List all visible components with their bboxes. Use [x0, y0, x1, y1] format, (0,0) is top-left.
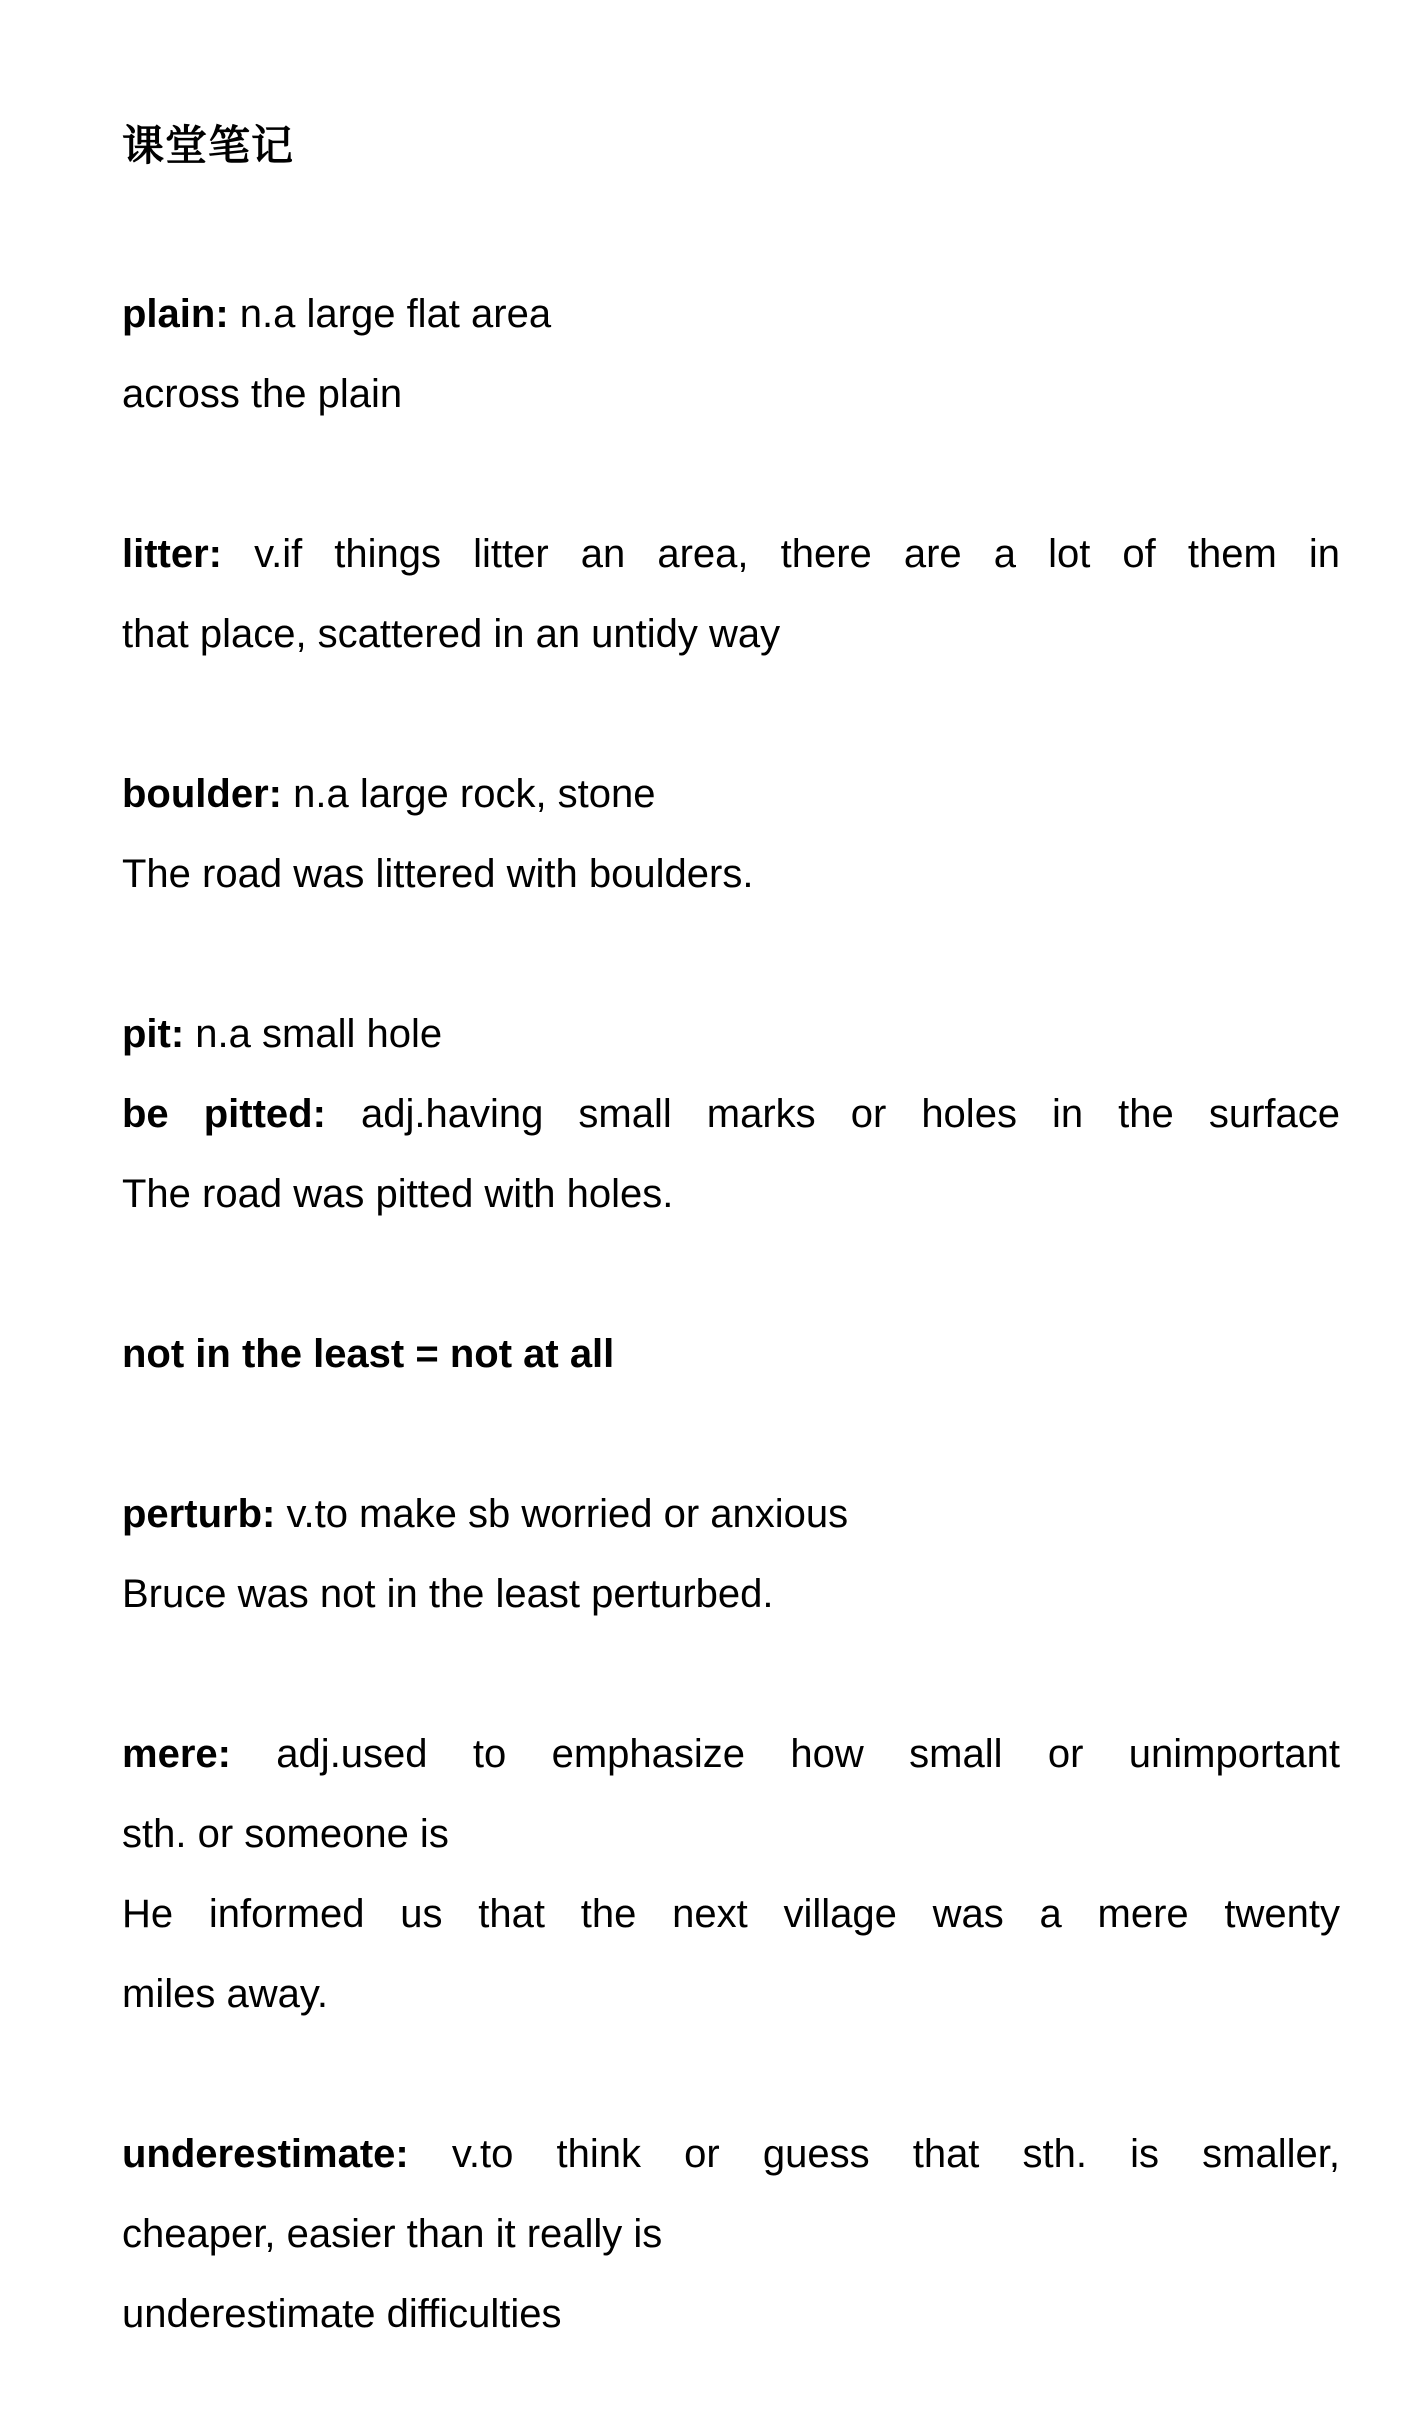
entry-line [122, 1154, 1340, 1234]
entry-line [122, 274, 1340, 354]
entry-line [122, 754, 1340, 834]
entry-line [122, 354, 1340, 434]
definition-text: sth. or someone is [122, 1812, 449, 1856]
page-title: 课堂笔记 [122, 122, 295, 169]
entry-line [122, 2274, 1340, 2354]
entry-line [122, 2194, 1340, 2274]
definition-text: adj.used to emphasize how small or unimportant [230, 1732, 1340, 1776]
vocab-entry [122, 514, 1340, 674]
term-label: litter: [122, 532, 222, 576]
term-label: mere: [122, 1732, 231, 1776]
definition-text: n.a large rock, stone [281, 772, 656, 816]
entry-line [122, 1714, 1340, 1794]
definition-text: Bruce was not in the least perturbed. [122, 1572, 774, 1616]
entry-line [122, 1474, 1340, 1554]
term-label: pit: [122, 1012, 185, 1056]
entry-line [122, 1554, 1340, 1634]
definition-text: n.a large flat area [228, 292, 552, 336]
definition-text: across the plain [122, 372, 403, 416]
vocab-entry [122, 1714, 1340, 2034]
definition-text: He informed us that the next village was a mere twenty [122, 1892, 1340, 1936]
term-label: boulder: [122, 772, 282, 816]
term-label: be pitted: [122, 1092, 326, 1136]
entry-line [122, 2114, 1340, 2194]
term-label: not in the least = not at all [122, 1332, 615, 1376]
term-label: plain: [122, 292, 229, 336]
definition-text: The road was littered with boulders. [122, 852, 754, 896]
vocab-entry [122, 274, 1340, 434]
vocab-entries [122, 274, 1340, 2354]
definition-text: v.to make sb worried or anxious [275, 1492, 849, 1536]
entry-line [122, 1794, 1340, 1874]
vocab-entry [122, 1474, 1340, 1634]
definition-text: that place, scattered in an untidy way [122, 612, 781, 656]
vocab-entry [122, 1314, 1340, 1394]
term-label: perturb: [122, 1492, 276, 1536]
definition-text: underestimate difficulties [122, 2292, 562, 2336]
entry-line [122, 994, 1340, 1074]
definition-text: The road was pitted with holes. [122, 1172, 674, 1216]
entry-line [122, 834, 1340, 914]
entry-line [122, 1874, 1340, 1954]
definition-text: n.a small hole [184, 1012, 443, 1056]
definition-text: cheaper, easier than it really is [122, 2212, 663, 2256]
term-label: underestimate: [122, 2132, 409, 2176]
vocab-entry [122, 2114, 1340, 2354]
definition-text: adj.having small marks or holes in the surface [325, 1092, 1340, 1136]
definition-text: v.if things litter an area, there are a lot of them in [222, 532, 1340, 576]
definition-text: v.to think or guess that sth. is smaller, [408, 2132, 1340, 2176]
entry-line [122, 594, 1340, 674]
entry-line [122, 514, 1340, 594]
definition-text: miles away. [122, 1972, 328, 2016]
entry-line [122, 1074, 1340, 1154]
entry-line [122, 1314, 1340, 1394]
entry-line [122, 1954, 1340, 2034]
vocab-entry [122, 754, 1340, 914]
vocab-entry [122, 994, 1340, 1234]
